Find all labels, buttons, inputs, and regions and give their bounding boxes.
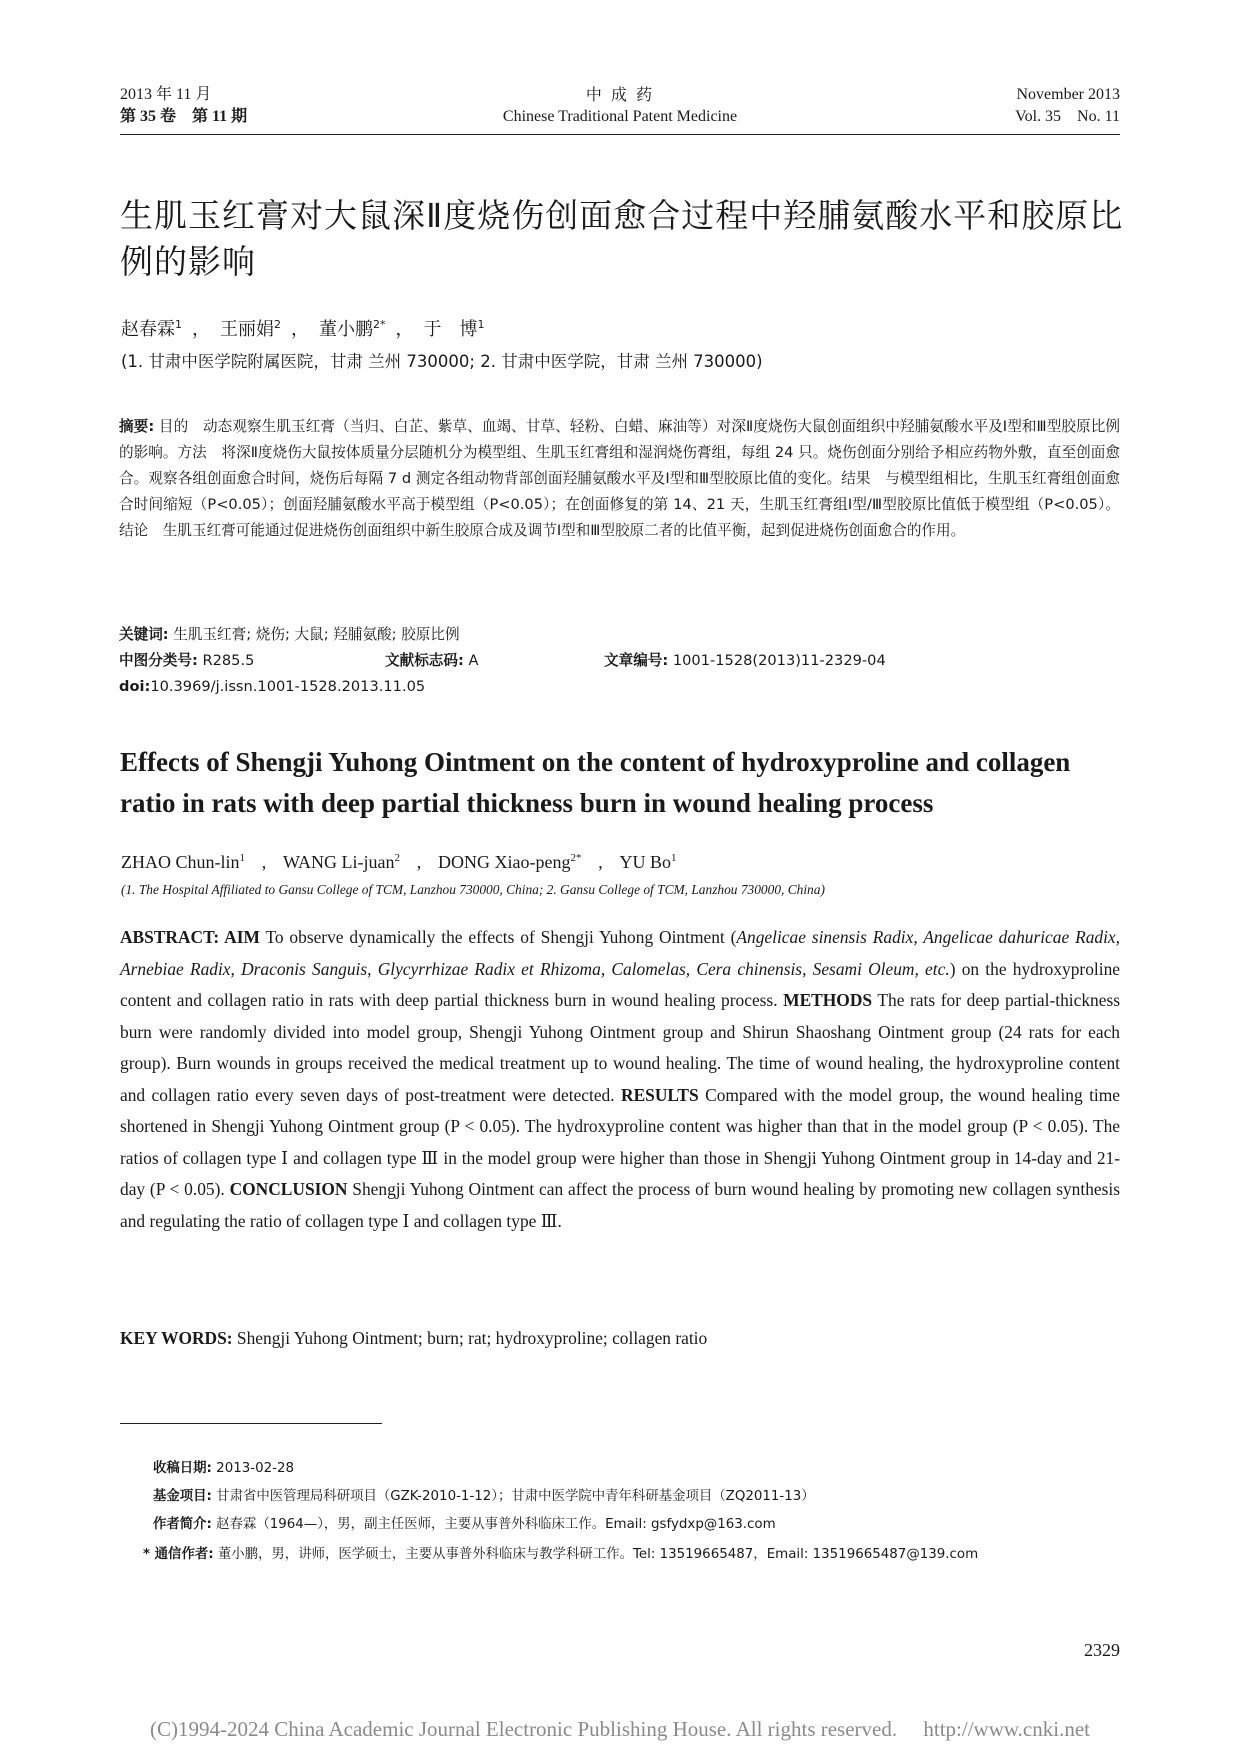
cn-author-sup: 2 [274, 318, 281, 331]
en-author: DONG Xiao-peng [437, 852, 571, 872]
footnote-corresponding [143, 1544, 1128, 1566]
cn-author-sup: 2* [373, 318, 386, 331]
fund-value: 甘肃省中医管理局科研项目（GZK-2010-1-12）；甘肃中医学院中青年科研基金项目（ZQ2011-13） [211, 1489, 815, 1504]
page-number: 2329 [1084, 1640, 1120, 1660]
en-author-sup: 1 [670, 852, 677, 864]
en-author: ZHAO Chun-lin [121, 852, 240, 872]
header-date-cn: 2013 年 11 月 [120, 86, 212, 103]
cn-author-sep: ， [192, 319, 210, 340]
doc-code [385, 648, 478, 674]
cn-author-sup: 1 [175, 318, 182, 331]
header-right [1015, 84, 1120, 128]
doi-value: 10.3969/j.issn.1001-1528.2013.11.05 [150, 678, 426, 695]
en-abstract-aim-1: To observe dynamically the effects of Shengji Yuhong Ointment ( [259, 927, 737, 947]
en-author-sup: 2* [570, 852, 582, 864]
footnote-received [153, 1458, 1123, 1480]
received-value: 2013-02-28 [211, 1461, 294, 1476]
article-number-value: 1001-1528(2013)11-2329-04 [668, 652, 886, 669]
en-methods-label: METHODS [783, 990, 873, 1010]
en-keywords-text: Shengji Yuhong Ointment; burn; rat; hydroxyproline; collagen ratio [232, 1328, 708, 1348]
en-author-sep: , [416, 852, 422, 872]
article-number [604, 648, 886, 674]
cn-keywords-label: 关键词: [119, 626, 169, 643]
journal-name-en: Chinese Traditional Patent Medicine [502, 108, 738, 125]
doc-code-value: A [463, 652, 479, 669]
footnote-fund [153, 1486, 1123, 1508]
cn-author: 董小鹏 [319, 319, 373, 340]
received-label: 收稿日期: [153, 1461, 212, 1476]
cn-author-sep: ， [291, 319, 309, 340]
clc-number [119, 648, 254, 674]
en-author-sep: , [598, 852, 603, 872]
en-conclusion-label: CONCLUSION [229, 1179, 348, 1199]
en-title: Effects of Shengji Yuhong Ointment on the content of hydroxyproline and collagen ratio in rats with deep partial thickness burn in wound healing process [120, 747, 1071, 818]
en-results-text: Compared with the model group, the wound healing time shortened in Shengji Yuhong Ointment group (P < 0.05). The hydroxyproline content was higher than that in the model group (P < 0.05). The ratios of collagen type Ⅰ and collagen type Ⅲ in the model group were higher than those in Shengji Yuhong Ointment group in 14-day and 21-day (P < 0.05). [120, 1084, 1120, 1199]
header-rule [120, 134, 1120, 135]
cn-title: 生肌玉红膏对大鼠深Ⅱ度烧伤创面愈合过程中羟脯氨酸水平和胶原比例的影响 [120, 196, 1124, 281]
cn-abstract-label: 摘要: [119, 418, 155, 435]
cn-author: 王丽娟 [220, 319, 274, 340]
en-abstract-aim-2: ) on the hydroxyproline content and collagen ratio in rats with deep partial thickness burn in wound healing process. [120, 958, 1120, 1010]
en-keywords [120, 1325, 707, 1351]
doc-code-label: 文献标志码: [385, 652, 464, 669]
header-volume-en: Vol. 35 No. 11 [1015, 108, 1120, 125]
en-results-label: RESULTS [621, 1084, 699, 1105]
cn-author: 于 博 [423, 319, 478, 340]
copyright-notice: (C)1994-2024 China Academic Journal Electronic Publishing House. All rights reserved. http://www.cnki.net [150, 1717, 1090, 1741]
header-date-en: November 2013 [1016, 86, 1120, 103]
en-author-sup: 2 [394, 852, 400, 864]
doi-row [119, 674, 1120, 700]
cn-abstract-text: 目的 动态观察生肌玉红膏（当归、白芷、紫草、血竭、甘草、轻粉、白蜡、麻油等）对深Ⅱ度烧伤大鼠创面组织中羟脯氨酸水平及Ⅰ型和Ⅲ型胶原比例的影响。方法 将深Ⅱ度烧伤大鼠按体质量分层随机分为模型组、生肌玉红膏组和湿润烧伤膏组，每组 24 只。烧伤创面分别给予相应药物外敷，直至创面愈合。观察各组创面愈合时间，烧伤后每隔 7 d 测定各组动物背部创面羟脯氨酸水平及Ⅰ型和Ⅲ型胶原比值的变化。结果 与模型组相比，生肌玉红膏组创面愈合时间缩短（P<0.05）；创面羟脯氨酸水平高于模型组（P<0.05）；在创面修复的第 14、21 天，生肌玉红膏组Ⅰ型/Ⅲ型胶原比值低于模型组（P<0.05）。结论 生肌玉红膏可能通过促进烧伤创面组织中新生胶原合成及调节Ⅰ型和Ⅲ型胶原二者的比值平衡，起到促进烧伤创面愈合的作用。 [119, 418, 1120, 539]
doi-label: doi: [119, 678, 151, 695]
en-keywords-label: KEY WORDS: [120, 1328, 233, 1348]
footnote-rule [120, 1423, 382, 1424]
en-author: WANG Li-juan [283, 852, 395, 872]
journal-name-cn: 中 成 药 [585, 85, 655, 104]
header-center [120, 84, 1120, 128]
en-author: YU Bo [619, 852, 671, 872]
cn-author: 赵春霖 [121, 319, 175, 340]
author-bio-label: 作者简介: [153, 1517, 212, 1532]
en-abstract [120, 922, 1120, 1237]
cn-keywords [119, 622, 1120, 648]
clc-label: 中图分类号: [119, 652, 198, 669]
cn-abstract [119, 414, 1120, 544]
cn-keywords-text: 生肌玉红膏; 烧伤; 大鼠; 羟脯氨酸; 胶原比例 [168, 626, 460, 643]
cn-authors [121, 313, 485, 342]
en-abstract-label: ABSTRACT: AIM [120, 927, 260, 947]
en-methods-text: The rats for deep partial-thickness burn were randomly divided into model group, Shengji Yuhong Ointment group and Shirun Shaoshang Ointment group (24 rats for each group). Burn wounds in groups received the medical treatment up to wound healing. The time of wound healing, the hydroxyproline content and collagen ratio every seven days of post-treatment were detected. [120, 990, 1120, 1105]
author-bio-value: 赵春霖（1964—），男，副主任医师，主要从事普外科临床工作。Email: gsfydxp@163.com [211, 1517, 776, 1532]
en-conclusion-text: Shengji Yuhong Ointment can affect the process of burn wound healing by promoting new collagen synthesis and regulating the ratio of collagen type Ⅰ and collagen type Ⅲ. [120, 1179, 1120, 1231]
corresponding-label: * 通信作者: [143, 1547, 214, 1562]
running-header [120, 84, 1120, 132]
cn-author-sup: 1 [477, 318, 485, 331]
clc-value: R285.5 [197, 652, 255, 669]
en-affiliation: (1. The Hospital Affiliated to Gansu College of TCM, Lanzhou 730000, China; 2. Gansu College of TCM, Lanzhou 730000, China) [121, 882, 825, 897]
corresponding-value: 董小鹏，男，讲师，医学硕士，主要从事普外科临床与教学科研工作。Tel: 13519665487，Email: 13519665487@139.com [213, 1547, 979, 1562]
article-number-label: 文章编号: [604, 652, 669, 669]
header-volume-cn: 第 35 卷 第 11 期 [120, 108, 248, 125]
fund-label: 基金项目: [153, 1489, 212, 1504]
en-author-sep: , [261, 852, 267, 872]
cn-author-sep: ， [395, 319, 414, 340]
en-abstract-herbs: Angelicae sinensis Radix, Angelicae dahuricae Radix, Arnebiae Radix, Draconis Sanguis, Glycyrrhizae Radix et Rhizoma, Calomelas, Cera chinensis, Sesami Oleum, etc. [120, 927, 1120, 979]
cn-affiliation: (1. 甘肃中医学院附属医院，甘肃 兰州 730000; 2. 甘肃中医学院，甘肃 兰州 730000) [121, 352, 763, 371]
en-authors [121, 846, 676, 874]
en-author-sup: 1 [239, 852, 245, 864]
footnote-author [153, 1514, 1123, 1536]
